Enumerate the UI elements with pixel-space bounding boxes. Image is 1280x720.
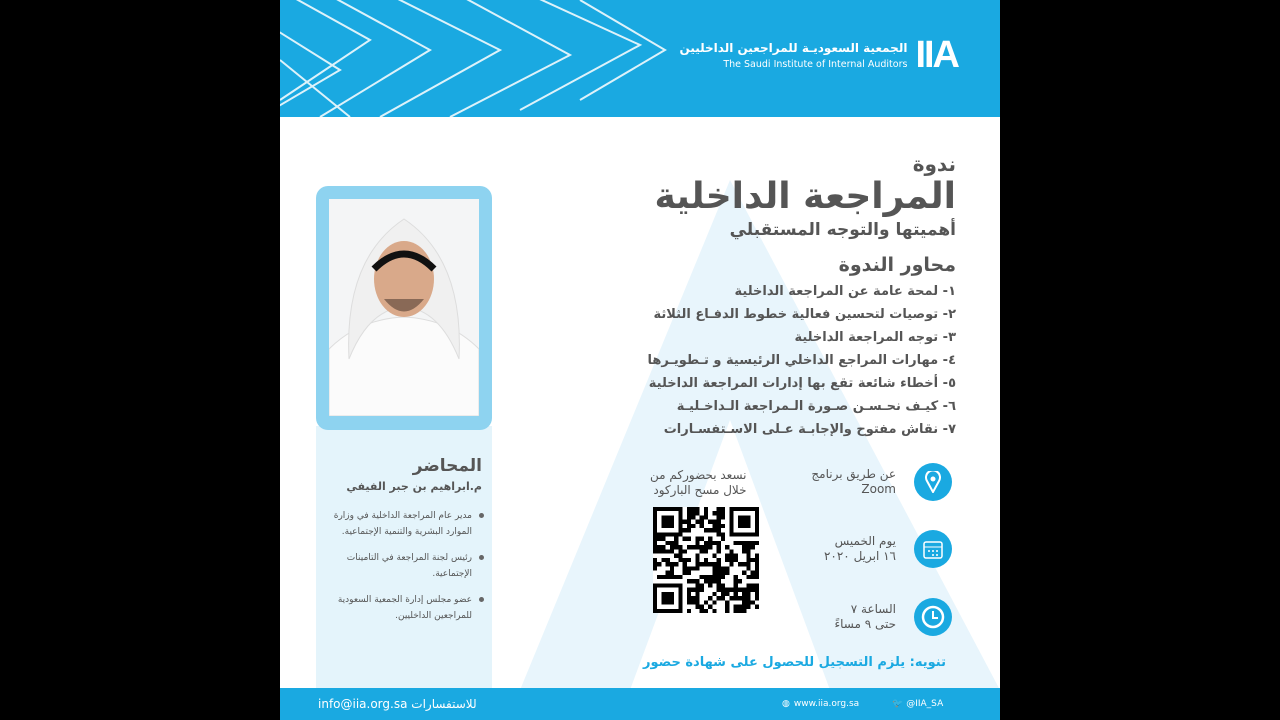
topic-item: ٢- توصيات لتحسين فعالية خطوط الدفـاع الثلاثة <box>653 307 956 322</box>
topics-list <box>647 280 956 441</box>
topic-item: ٧- نقاش مفتوح والإجابـة عـلى الاسـتفسـارات <box>663 422 956 437</box>
twitter-icon: 🐦 <box>892 699 904 709</box>
globe-icon: ◍ <box>782 699 790 709</box>
date-line1: يوم الخميس <box>834 534 896 548</box>
speaker-photo <box>329 199 479 416</box>
time-info <box>834 598 952 636</box>
speaker-role: رئيس لجنة المراجعة في التامينات الإجتماعية. <box>320 550 486 582</box>
topic-item: ٥- أخطاء شائعة تقع بها إدارات المراجعة الداخلية <box>648 376 956 391</box>
website-link[interactable] <box>782 699 859 709</box>
qr-caption-line1: نسعد بحضوركم من <box>650 468 747 482</box>
speaker-roles <box>320 508 486 634</box>
website-text: www.iia.org.sa <box>793 699 860 709</box>
speaker-role: مدير عام المراجعة الداخلية في وزارة الموارد البشرية والتنمية الإجتماعية. <box>320 508 486 540</box>
time-line1: الساعة ٧ <box>850 602 896 616</box>
event-title-block <box>647 152 956 441</box>
org-name-arabic: الجمعية السعوديـة للمراجعين الداخليين <box>679 41 908 55</box>
twitter-link[interactable] <box>892 699 943 709</box>
logo-mark: IIA <box>915 34 958 76</box>
speaker-photo-frame <box>316 186 492 430</box>
contact-email[interactable]: info@iia.org.sa للاستفسارات <box>318 697 477 711</box>
event-poster <box>280 0 1000 720</box>
registration-notice: تنويه: يلزم التسجيل للحصول على شهادة حضور <box>643 655 946 670</box>
speaker-name: م.ابراهيم بن جبر الفيفي <box>346 480 482 493</box>
calendar-icon <box>914 530 952 568</box>
topic-item: ٤- مهارات المراجع الداخلي الرئيسية و تـطويـرها <box>647 353 956 368</box>
iia-logo <box>680 34 958 77</box>
event-subtitle: أهميتها والتوجه المستقبلي <box>729 220 956 240</box>
platform-info <box>811 463 952 501</box>
platform-line2: Zoom <box>861 482 896 496</box>
footer-bar <box>280 688 1000 720</box>
qr-caption-line2: خلال مسح الباركود <box>653 483 747 497</box>
speaker-card <box>316 186 492 686</box>
platform-line1: عن طريق برنامج <box>811 467 896 481</box>
twitter-handle: @IIA_SA <box>906 699 944 709</box>
topic-item: ٣- توجه المراجعة الداخلية <box>794 330 956 345</box>
date-line2: ١٦ ابريل ٢٠٢٠ <box>823 549 896 563</box>
org-name-english: The Saudi Institute of Internal Auditors <box>723 59 908 70</box>
location-pin-icon <box>914 463 952 501</box>
speaker-heading: المحاضر <box>412 456 482 476</box>
event-title: المراجعة الداخلية <box>654 176 956 217</box>
decorative-chevron-lines <box>280 0 680 117</box>
registration-qr-code[interactable] <box>653 507 759 613</box>
topic-item: ٦- كيـف نحـسـن صـورة الـمراجعة الـداخـليـة <box>676 399 956 414</box>
time-line2: حتى ٩ مساءً <box>834 617 896 631</box>
topic-item: ١- لمحة عامة عن المراجعة الداخلية <box>734 284 956 299</box>
qr-caption <box>650 468 747 498</box>
speaker-role: عضو مجلس إدارة الجمعية السعودية للمراجعين الداخليين. <box>320 592 486 624</box>
date-info <box>824 530 952 568</box>
event-type: ندوة <box>912 152 956 176</box>
header-banner <box>280 0 1000 117</box>
topics-heading: محاور الندوة <box>838 254 956 276</box>
clock-icon <box>914 598 952 636</box>
